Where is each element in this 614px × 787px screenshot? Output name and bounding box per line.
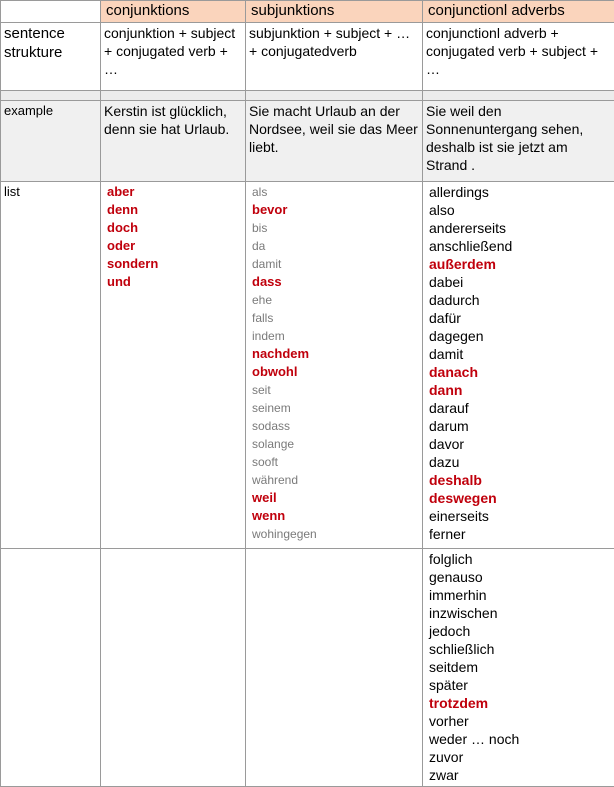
spacer-cell [1, 91, 101, 101]
adverbs-list-cell-continued [423, 549, 614, 787]
header-conjunctional-adverbs: conjunctionl adverbs [423, 1, 614, 23]
list-item: deshalb [429, 471, 614, 489]
list-item: sodass [252, 417, 422, 435]
list-item: schließlich [429, 640, 614, 658]
example-row [1, 101, 614, 182]
list-item: anschließend [429, 237, 614, 255]
spacer-cell [246, 91, 423, 101]
list-item: seit [252, 381, 422, 399]
sentence-structure-subjunktions: subjunktion + subject + … + conjugatedverb [246, 23, 423, 91]
empty-cell [246, 549, 423, 787]
sentence-structure-conjunktions: conjunktion + subject + conjugated verb + … [101, 23, 246, 91]
list-item: also [429, 201, 614, 219]
list-item: immerhin [429, 586, 614, 604]
list-label-cell [1, 182, 101, 549]
list-item: einerseits [429, 507, 614, 525]
sentence-structure-row [1, 23, 614, 91]
list-item: dafür [429, 309, 614, 327]
header-row [1, 1, 614, 23]
list-item: andererseits [429, 219, 614, 237]
list-item: danach [429, 363, 614, 381]
list-item: damit [429, 345, 614, 363]
list-item: dadurch [429, 291, 614, 309]
list-item: zwar [429, 766, 614, 784]
list-item: sondern [107, 255, 245, 273]
list-item: davor [429, 435, 614, 453]
adverbs-list-part2 [423, 550, 614, 784]
list-item: darauf [429, 399, 614, 417]
conjunktions-list-cell [101, 182, 246, 549]
list-item: während [252, 471, 422, 489]
spacer-row [1, 91, 614, 101]
list-item: darum [429, 417, 614, 435]
list-item: solange [252, 435, 422, 453]
list-item: später [429, 676, 614, 694]
list-item: zuvor [429, 748, 614, 766]
list-item: da [252, 237, 422, 255]
list-item: doch [107, 219, 245, 237]
list-item: aber [107, 183, 245, 201]
header-corner-cell [1, 1, 101, 23]
list-item: vorher [429, 712, 614, 730]
list-item: bevor [252, 201, 422, 219]
list-item: sooft [252, 453, 422, 471]
subjunktions-list-cell [246, 182, 423, 549]
example-subjunktions: Sie macht Urlaub an der Nordsee, weil sie das Meer liebt. [246, 101, 423, 182]
empty-cell [1, 549, 101, 787]
sentence-structure-adverbs: conjunctionl adverb + conjugated verb + subject + … [423, 23, 614, 91]
list-item: indem [252, 327, 422, 345]
header-conjunktions: conjunktions [101, 1, 246, 23]
list-item: dann [429, 381, 614, 399]
list-item: jedoch [429, 622, 614, 640]
list-row-continued [1, 549, 614, 787]
conjunktions-list [101, 183, 245, 291]
list-item: bis [252, 219, 422, 237]
example-conjunktions: Kerstin ist glücklich, denn sie hat Urlaub. [101, 101, 246, 182]
spacer-cell [423, 91, 614, 101]
list-item: dagegen [429, 327, 614, 345]
list-label: list [1, 183, 100, 201]
list-item: und [107, 273, 245, 291]
list-item: dass [252, 273, 422, 291]
header-subjunktions: subjunktions [246, 1, 423, 23]
list-item: trotzdem [429, 694, 614, 712]
spacer-cell [101, 91, 246, 101]
list-item: folglich [429, 550, 614, 568]
list-item: dabei [429, 273, 614, 291]
list-item: inzwischen [429, 604, 614, 622]
list-row [1, 182, 614, 549]
example-adverbs: Sie weil den Sonnenuntergang sehen, deshalb ist sie jetzt am Strand . [423, 101, 614, 182]
list-item: weil [252, 489, 422, 507]
list-item: seitdem [429, 658, 614, 676]
list-item: außerdem [429, 255, 614, 273]
subjunktions-list [246, 183, 422, 543]
adverbs-list-part1 [423, 183, 614, 543]
list-item: ferner [429, 525, 614, 543]
sentence-structure-label: sentence strukture [1, 23, 101, 91]
list-item: denn [107, 201, 245, 219]
list-item: damit [252, 255, 422, 273]
list-item: dazu [429, 453, 614, 471]
adverbs-list-cell [423, 182, 614, 549]
list-item: als [252, 183, 422, 201]
example-label: example [1, 101, 101, 182]
list-item: wohingegen [252, 525, 422, 543]
list-item: allerdings [429, 183, 614, 201]
list-item: oder [107, 237, 245, 255]
list-item: weder … noch [429, 730, 614, 748]
list-item: wenn [252, 507, 422, 525]
list-item: obwohl [252, 363, 422, 381]
list-item: seinem [252, 399, 422, 417]
list-item: falls [252, 309, 422, 327]
list-item: deswegen [429, 489, 614, 507]
empty-cell [101, 549, 246, 787]
list-item: nachdem [252, 345, 422, 363]
list-item: ehe [252, 291, 422, 309]
list-item: genauso [429, 568, 614, 586]
